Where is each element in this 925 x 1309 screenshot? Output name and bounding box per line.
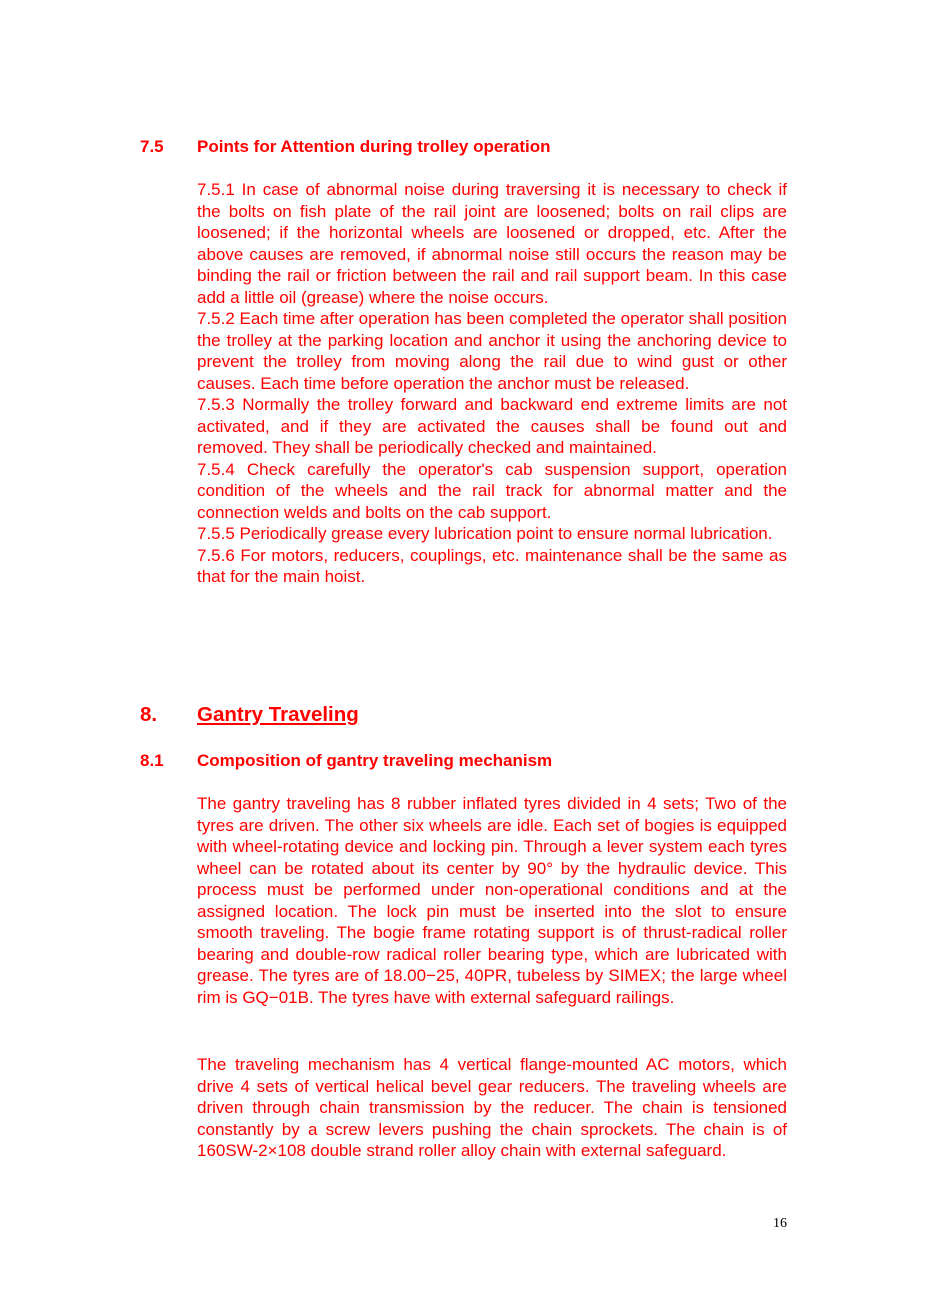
item-7-5-5: 7.5.5 Periodically grease every lubrication point to ensure normal lubrication. — [197, 524, 773, 543]
section-title: Composition of gantry traveling mechanism — [197, 751, 553, 770]
section-8-heading — [140, 703, 359, 727]
paragraph-text: The traveling mechanism has 4 vertical flange-mounted AC motors, which drive 4 sets of vertical helical bevel gear reducers. The traveling wheels are driven through chain transmission by the reducer. The chain is tensioned constantly by a screw levers pushing the chain sprockets. The chain is of 160SW-2×108 double strand roller alloy chain with external safeguard. — [197, 1055, 787, 1160]
section-7-5-items — [197, 179, 787, 588]
section-number: 7.5 — [140, 137, 164, 156]
section-7-5-heading — [140, 137, 551, 157]
page-number: 16 — [773, 1216, 787, 1231]
paragraph-text: The gantry traveling has 8 rubber inflated tyres divided in 4 sets; Two of the tyres are driven. The other six wheels are idle. Each set of bogies is equipped with wheel-rotating device and locking pin. Through a lever system each tyres wheel can be rotated about its center by 90° by the hydraulic device. This process must be performed under non-operational conditions and at the assigned location. The lock pin must be inserted into the slot to ensure smooth traveling. The bogie frame rotating support is of thrust-radical roller bearing and double-row radical roller bearing type, which are lubricated with grease. The tyres are of 18.00−25, 40PR, tubeless by SIMEX; the large wheel rim is GQ−01B. The tyres have with external safeguard railings. — [197, 794, 787, 1007]
item-7-5-3: 7.5.3 Normally the trolley forward and backward end extreme limits are not activated, and if they are activated the causes shall be found out and removed. They shall be periodically checked and maintained. — [197, 395, 787, 457]
item-7-5-1: 7.5.1 In case of abnormal noise during traversing it is necessary to check if the bolts on fish plate of the rail joint are loosened; bolts on rail clips are loosened; if the horizontal wheels are loosened or dropped, etc. After the above causes are removed, if abnormal noise still occurs the reason may be binding the rail or friction between the rail and rail support beam. In this case add a little oil (grease) where the noise occurs. — [197, 180, 787, 307]
item-7-5-6: 7.5.6 For motors, reducers, couplings, etc. maintenance shall be the same as that for the main hoist. — [197, 545, 787, 586]
item-7-5-4: 7.5.4 Check carefully the operator's cab suspension support, operation condition of the wheels and the rail track for abnormal matter and the connection welds and bolts on the cab support. — [197, 459, 787, 522]
section-8-1-paragraph-2 — [197, 1054, 787, 1162]
section-8-1-paragraph-1 — [197, 793, 787, 1008]
chapter-title: Gantry Traveling — [197, 703, 359, 726]
item-7-5-2: 7.5.2 Each time after operation has been completed the operator shall position the trolley at the parking location and anchor it using the anchoring device to prevent the trolley from moving along the rail due to wind gust or other causes. Each time before operation the anchor must be released. — [197, 309, 787, 393]
section-title: Points for Attention during trolley operation — [197, 137, 551, 156]
section-8-1-heading — [140, 751, 552, 771]
section-number: 8.1 — [140, 751, 164, 770]
chapter-number: 8. — [140, 703, 158, 726]
